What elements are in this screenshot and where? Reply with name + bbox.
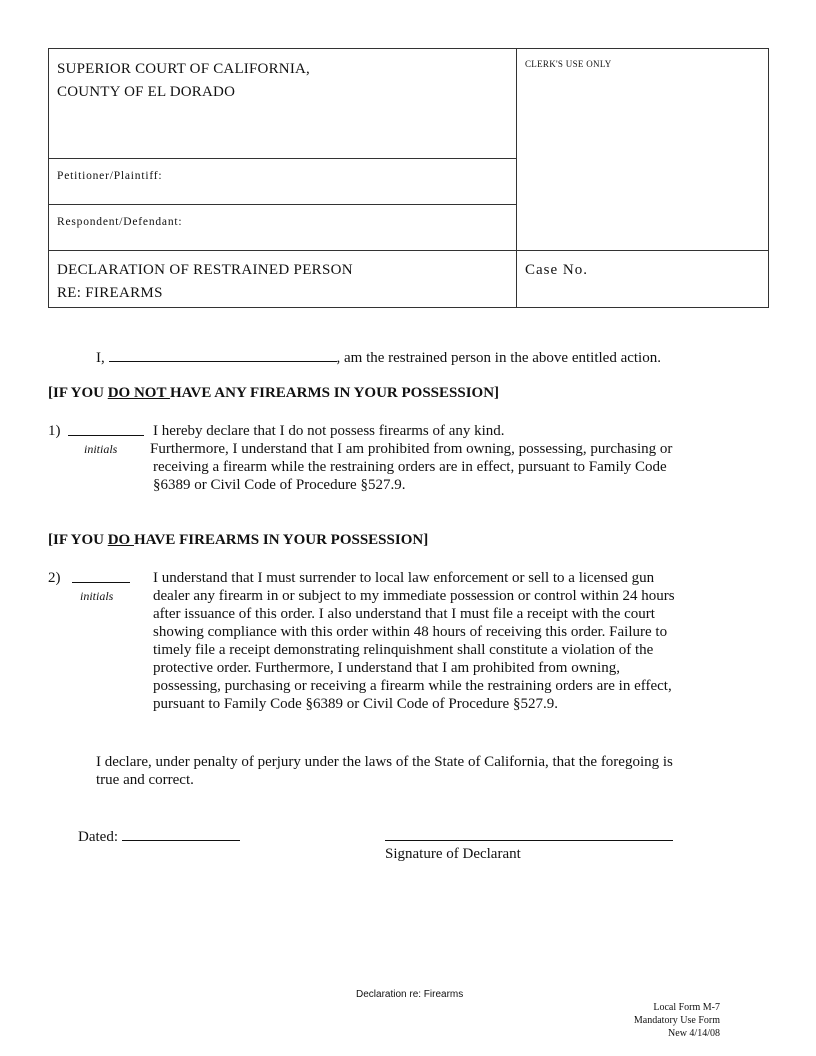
item-1-initials-blank[interactable]	[68, 422, 144, 436]
case-number-label: Case No.	[525, 262, 588, 278]
item-1-line-1: I hereby declare that I do not possess firearms of any kind.	[153, 423, 505, 439]
section-1-heading-underlined: DO NOT	[107, 385, 170, 401]
item-2-line: possessing, purchasing or receiving a firearm while the restraining orders are in effect,	[153, 678, 672, 694]
declaration-line-1: I declare, under penalty of perjury under the laws of the State of California, that the foregoing is	[96, 754, 673, 770]
item-2-line: dealer any firearm in or subject to my immediate possession or control within 24 hours	[153, 588, 675, 604]
item-2-number: 2)	[48, 570, 61, 586]
court-line-2: COUNTY OF EL DORADO	[57, 84, 236, 100]
footer-form-type: Mandatory Use Form	[633, 1015, 720, 1026]
item-2-initials-label: initials	[80, 589, 114, 603]
section-2-heading-pre: [IF YOU	[48, 532, 108, 548]
form-title-line-2: RE: FIREARMS	[57, 285, 163, 301]
declaration-statement	[96, 753, 673, 789]
court-name	[57, 58, 310, 104]
intro-suffix: , am the restrained person in the above entitled action.	[336, 350, 661, 366]
item-2-line: showing compliance with this order within 48 hours of receiving this order. Failure to	[153, 624, 668, 640]
section-2-heading-underlined: DO	[107, 532, 134, 548]
footer-form-info	[634, 1001, 720, 1040]
respondent-label: Respondent/Defendant:	[57, 216, 183, 228]
caption-divider-2	[48, 204, 516, 205]
intro-prefix: I,	[96, 350, 105, 366]
petitioner-label: Petitioner/Plaintiff:	[57, 170, 163, 182]
section-2-heading-post: HAVE FIREARMS IN YOUR POSSESSION	[133, 532, 424, 548]
item-2-text	[153, 569, 675, 713]
declaration-line-2: true and correct.	[96, 772, 194, 788]
section-1-heading-bracket: ]	[494, 385, 500, 401]
dated-label: Dated:	[78, 829, 118, 845]
footer-title: Declaration re: Firearms	[356, 989, 464, 1000]
item-1-line-2: Furthermore, I understand that I am prohibited from owning, possessing, purchasing or	[150, 441, 673, 457]
caption-divider-3	[48, 250, 769, 251]
caption-divider-vertical	[516, 48, 517, 308]
item-1-initials-label: initials	[84, 442, 118, 456]
section-2-heading-bracket: ]	[423, 532, 429, 548]
item-1-number: 1)	[48, 423, 61, 439]
form-title-line-1: DECLARATION OF RESTRAINED PERSON	[57, 262, 353, 278]
signature-line[interactable]	[385, 840, 673, 841]
court-line-1: SUPERIOR COURT OF CALIFORNIA,	[57, 61, 310, 77]
item-2-line: timely file a receipt demonstrating relinquishment shall constitute a violation of the	[153, 642, 654, 658]
clerk-use-label: CLERK'S USE ONLY	[525, 59, 612, 69]
dated-field	[78, 827, 240, 846]
section-2-heading	[48, 532, 428, 549]
item-2-initials-blank[interactable]	[72, 569, 130, 583]
date-blank[interactable]	[122, 827, 240, 841]
footer-form-date: New 4/14/08	[668, 1028, 720, 1039]
item-1-line-4: §6389 or Civil Code of Procedure §527.9.	[153, 477, 406, 493]
caption-divider-1	[48, 158, 516, 159]
section-1-heading-pre: [IF YOU	[48, 385, 108, 401]
footer-form-number: Local Form M-7	[653, 1002, 720, 1013]
name-blank[interactable]	[109, 348, 337, 362]
item-2-line: after issuance of this order. I also understand that I must file a receipt with the court	[153, 606, 655, 622]
signature-label: Signature of Declarant	[385, 846, 521, 862]
item-2-line: protective order. Furthermore, I understand that I am prohibited from owning,	[153, 660, 620, 676]
item-2-line: pursuant to Family Code §6389 or Civil Code of Procedure §527.9.	[153, 696, 558, 712]
section-1-heading	[48, 385, 499, 402]
item-1-line-3: receiving a firearm while the restraining orders are in effect, pursuant to Family Code	[153, 459, 667, 475]
item-2-line: I understand that I must surrender to local law enforcement or sell to a licensed gun	[153, 570, 655, 586]
form-title	[57, 259, 353, 305]
intro-line	[96, 348, 661, 367]
section-1-heading-post: HAVE ANY FIREARMS IN YOUR POSSESSION	[169, 385, 495, 401]
